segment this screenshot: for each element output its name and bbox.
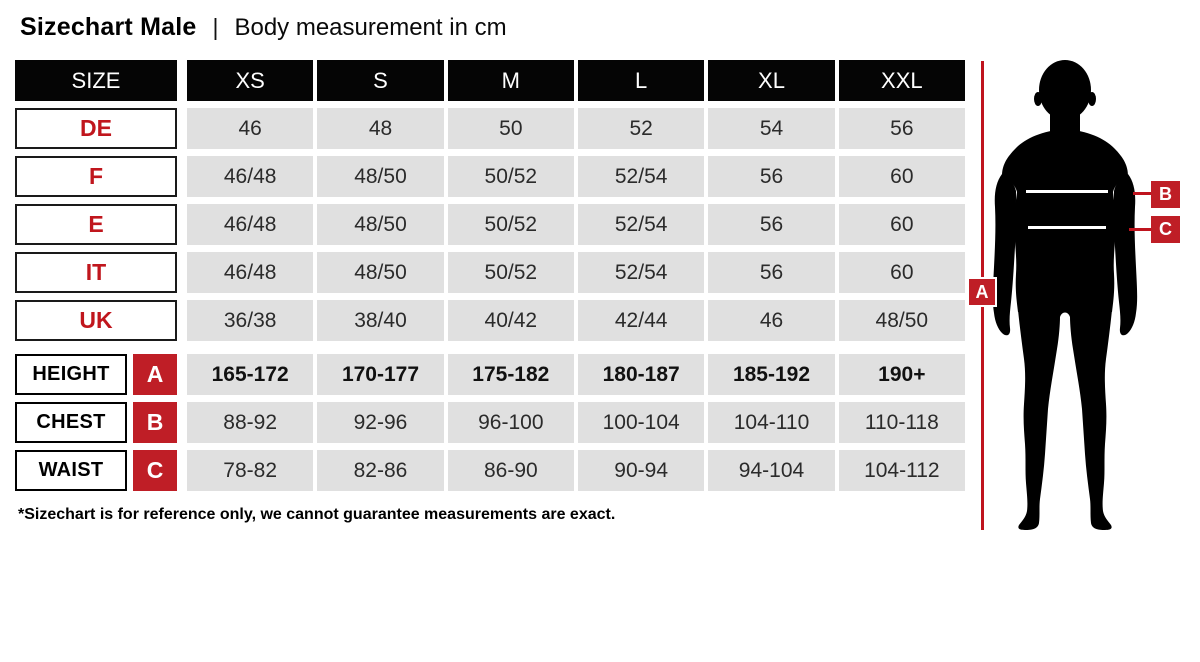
figure-arm-right bbox=[1114, 174, 1137, 335]
chest-marker-tick bbox=[1133, 192, 1151, 195]
title-main: Sizechart Male bbox=[20, 13, 197, 41]
size-value-cell: 48/50 bbox=[317, 156, 443, 197]
measure-row-height-label bbox=[15, 354, 177, 395]
size-value-cell: 46 bbox=[187, 108, 313, 149]
measure-value-cell: 180-187 bbox=[578, 354, 704, 395]
height-marker-a: A bbox=[967, 277, 997, 307]
size-value-cell: 48 bbox=[317, 108, 443, 149]
measure-value-cell: 100-104 bbox=[578, 402, 704, 443]
figure-torso bbox=[1002, 129, 1128, 312]
size-value-cell: 52/54 bbox=[578, 204, 704, 245]
size-table-lower bbox=[15, 354, 965, 491]
size-value-cell: 38/40 bbox=[317, 300, 443, 341]
measure-value-cell: 86-90 bbox=[448, 450, 574, 491]
size-value-cell: 36/38 bbox=[187, 300, 313, 341]
country-code-de: DE bbox=[15, 108, 177, 149]
size-value-cell: 60 bbox=[839, 156, 965, 197]
size-value-cell: 56 bbox=[839, 108, 965, 149]
size-value-cell: 50/52 bbox=[448, 204, 574, 245]
measure-row-waist-label bbox=[15, 450, 177, 491]
figure-ear-right bbox=[1088, 92, 1096, 106]
size-value-cell: 48/50 bbox=[839, 300, 965, 341]
country-code-it: IT bbox=[15, 252, 177, 293]
size-value-cell: 40/42 bbox=[448, 300, 574, 341]
figure-legs bbox=[1018, 310, 1112, 530]
male-figure-silhouette bbox=[992, 59, 1142, 530]
measure-value-cell: 94-104 bbox=[708, 450, 834, 491]
measure-value-cell: 170-177 bbox=[317, 354, 443, 395]
measure-value-cell: 104-110 bbox=[708, 402, 834, 443]
waist-letter-badge: C bbox=[133, 450, 177, 491]
size-value-cell: 60 bbox=[839, 204, 965, 245]
chest-letter-badge: B bbox=[133, 402, 177, 443]
header-cell-size: SIZE bbox=[15, 60, 177, 101]
figure-ear-left bbox=[1034, 92, 1042, 106]
size-value-cell: 54 bbox=[708, 108, 834, 149]
waist-marker-c: C bbox=[1151, 216, 1180, 243]
measure-label-height: HEIGHT bbox=[15, 354, 127, 395]
measure-value-cell: 110-118 bbox=[839, 402, 965, 443]
size-value-cell: 56 bbox=[708, 252, 834, 293]
size-value-cell: 52/54 bbox=[578, 252, 704, 293]
header-cell-xxl: XXL bbox=[839, 60, 965, 101]
country-code-uk: UK bbox=[15, 300, 177, 341]
measure-value-cell: 78-82 bbox=[187, 450, 313, 491]
header-cell-l: L bbox=[578, 60, 704, 101]
measure-value-cell: 185-192 bbox=[708, 354, 834, 395]
size-value-cell: 46/48 bbox=[187, 156, 313, 197]
measure-value-cell: 165-172 bbox=[187, 354, 313, 395]
header-cell-s: S bbox=[317, 60, 443, 101]
figure-arm-left bbox=[993, 174, 1016, 335]
waist-band-line bbox=[1028, 226, 1106, 229]
page-title bbox=[20, 13, 507, 42]
size-value-cell: 46/48 bbox=[187, 204, 313, 245]
size-value-cell: 50 bbox=[448, 108, 574, 149]
size-value-cell: 50/52 bbox=[448, 252, 574, 293]
measure-label-waist: WAIST bbox=[15, 450, 127, 491]
size-value-cell: 50/52 bbox=[448, 156, 574, 197]
size-value-cell: 46 bbox=[708, 300, 834, 341]
size-value-cell: 52/54 bbox=[578, 156, 704, 197]
measure-value-cell: 104-112 bbox=[839, 450, 965, 491]
height-letter-badge: A bbox=[133, 354, 177, 395]
size-value-cell: 60 bbox=[839, 252, 965, 293]
measure-value-cell: 82-86 bbox=[317, 450, 443, 491]
measure-value-cell: 96-100 bbox=[448, 402, 574, 443]
header-cell-m: M bbox=[448, 60, 574, 101]
measure-value-cell: 190+ bbox=[839, 354, 965, 395]
chest-marker-b: B bbox=[1151, 181, 1180, 208]
size-value-cell: 48/50 bbox=[317, 252, 443, 293]
size-table-upper bbox=[15, 60, 965, 341]
country-code-e: E bbox=[15, 204, 177, 245]
measure-value-cell: 90-94 bbox=[578, 450, 704, 491]
size-value-cell: 48/50 bbox=[317, 204, 443, 245]
header-cell-xl: XL bbox=[708, 60, 834, 101]
size-value-cell: 56 bbox=[708, 156, 834, 197]
measure-value-cell: 92-96 bbox=[317, 402, 443, 443]
size-value-cell: 52 bbox=[578, 108, 704, 149]
title-subtitle: Body measurement in cm bbox=[234, 14, 507, 41]
header-cell-xs: XS bbox=[187, 60, 313, 101]
measure-value-cell: 175-182 bbox=[448, 354, 574, 395]
size-value-cell: 46/48 bbox=[187, 252, 313, 293]
title-separator: | bbox=[212, 14, 219, 40]
size-value-cell: 56 bbox=[708, 204, 834, 245]
waist-marker-tick bbox=[1129, 228, 1151, 231]
footnote: *Sizechart is for reference only, we cannot guarantee measurements are exact. bbox=[18, 506, 616, 523]
country-code-f: F bbox=[15, 156, 177, 197]
size-value-cell: 42/44 bbox=[578, 300, 704, 341]
chest-band-line bbox=[1026, 190, 1108, 193]
measure-label-chest: CHEST bbox=[15, 402, 127, 443]
measure-row-chest-label bbox=[15, 402, 177, 443]
measure-value-cell: 88-92 bbox=[187, 402, 313, 443]
